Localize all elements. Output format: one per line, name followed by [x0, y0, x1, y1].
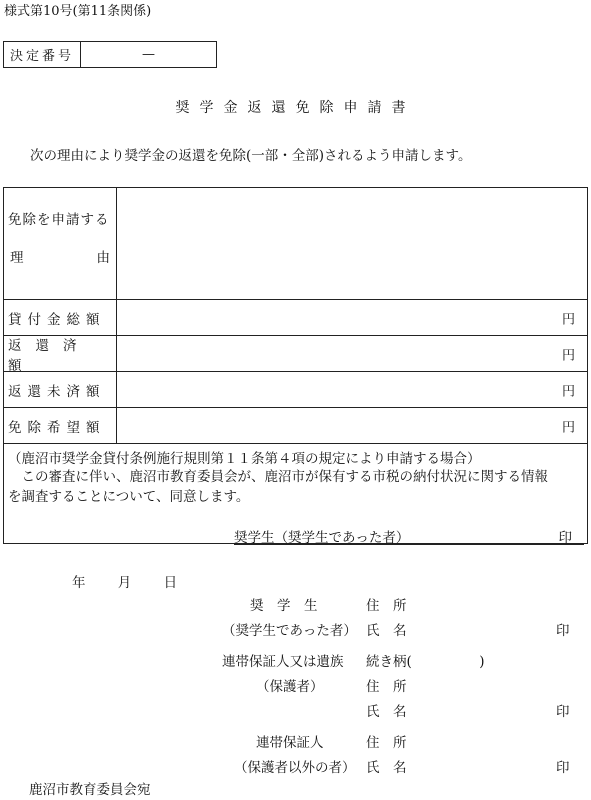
consent-text	[8, 467, 583, 507]
student-label: 奨 学 生	[250, 598, 318, 614]
intro-text: 次の理由により奨学金の返還を免除(一部・全部)されるよう申請します。	[30, 148, 472, 164]
loan-total-row	[4, 300, 587, 336]
decision-number-label: 決定番号	[4, 42, 81, 67]
date-line	[72, 571, 204, 591]
guarantor-seal: 印	[556, 704, 570, 720]
page-title: 奨学金返還免除申請書	[175, 100, 416, 116]
addressee: 鹿沼市教育委員会宛	[29, 782, 151, 798]
guarantor-address-label: 住 所	[366, 679, 407, 695]
unpaid-row	[4, 372, 587, 408]
guarantor-label: 連帯保証人又は遺族	[222, 654, 344, 670]
exemption-row	[4, 408, 587, 444]
reason-row	[4, 188, 587, 300]
decision-number-box	[3, 41, 217, 68]
student-seal: 印	[556, 623, 570, 639]
exemption-unit: 円	[561, 420, 575, 435]
form-number: 様式第10号(第11条関係)	[4, 4, 152, 19]
date-month: 月	[117, 575, 133, 591]
student-sub-label: （奨学生であった者）	[222, 623, 357, 639]
joint-guarantor-name-label: 氏 名	[366, 760, 407, 776]
signature-seal: 印	[558, 530, 572, 546]
joint-guarantor-label: 連帯保証人	[256, 735, 324, 751]
consent-line-2: を調査することについて、同意します。	[8, 489, 250, 505]
repaid-label: 返還済額	[8, 337, 91, 374]
application-table	[3, 187, 588, 544]
date-year: 年	[72, 575, 87, 591]
unpaid-label: 返還未済額	[8, 383, 106, 400]
unpaid-unit: 円	[561, 384, 575, 399]
reason-label-line1: 免除を申請する	[8, 212, 110, 228]
signature-label: 奨学生（奨学生であった者）	[234, 530, 410, 546]
student-address-label: 住 所	[366, 598, 407, 614]
joint-guarantor-seal: 印	[556, 760, 570, 776]
loan-total-label: 貸付金総額	[8, 311, 106, 328]
consent-line-1: この審査に伴い、鹿沼市教育委員会が、鹿沼市が保有する市税の納付状況に関する情報	[8, 469, 548, 485]
reason-label-ri: 理	[10, 250, 24, 266]
reason-label-cell	[4, 188, 117, 299]
repaid-row	[4, 336, 587, 372]
date-day: 日	[163, 575, 179, 591]
signature-line	[234, 528, 584, 545]
guarantor-sub-label: （保護者）	[256, 679, 324, 695]
consent-heading: （鹿沼市奨学金貸付条例施行規則第１１条第４項の規定により申請する場合）	[8, 451, 481, 467]
repaid-unit: 円	[561, 348, 575, 363]
guarantor-name-label: 氏 名	[366, 704, 407, 720]
decision-number-value: —	[142, 47, 155, 62]
reason-label-yu: 由	[96, 250, 110, 266]
joint-guarantor-address-label: 住 所	[366, 735, 407, 751]
loan-total-unit: 円	[561, 312, 575, 327]
guarantor-relation-label: 続き柄( )	[366, 654, 485, 670]
joint-guarantor-sub-label: （保護者以外の者）	[234, 760, 356, 776]
exemption-label: 免除希望額	[8, 419, 106, 436]
student-name-label: 氏 名	[366, 623, 407, 639]
